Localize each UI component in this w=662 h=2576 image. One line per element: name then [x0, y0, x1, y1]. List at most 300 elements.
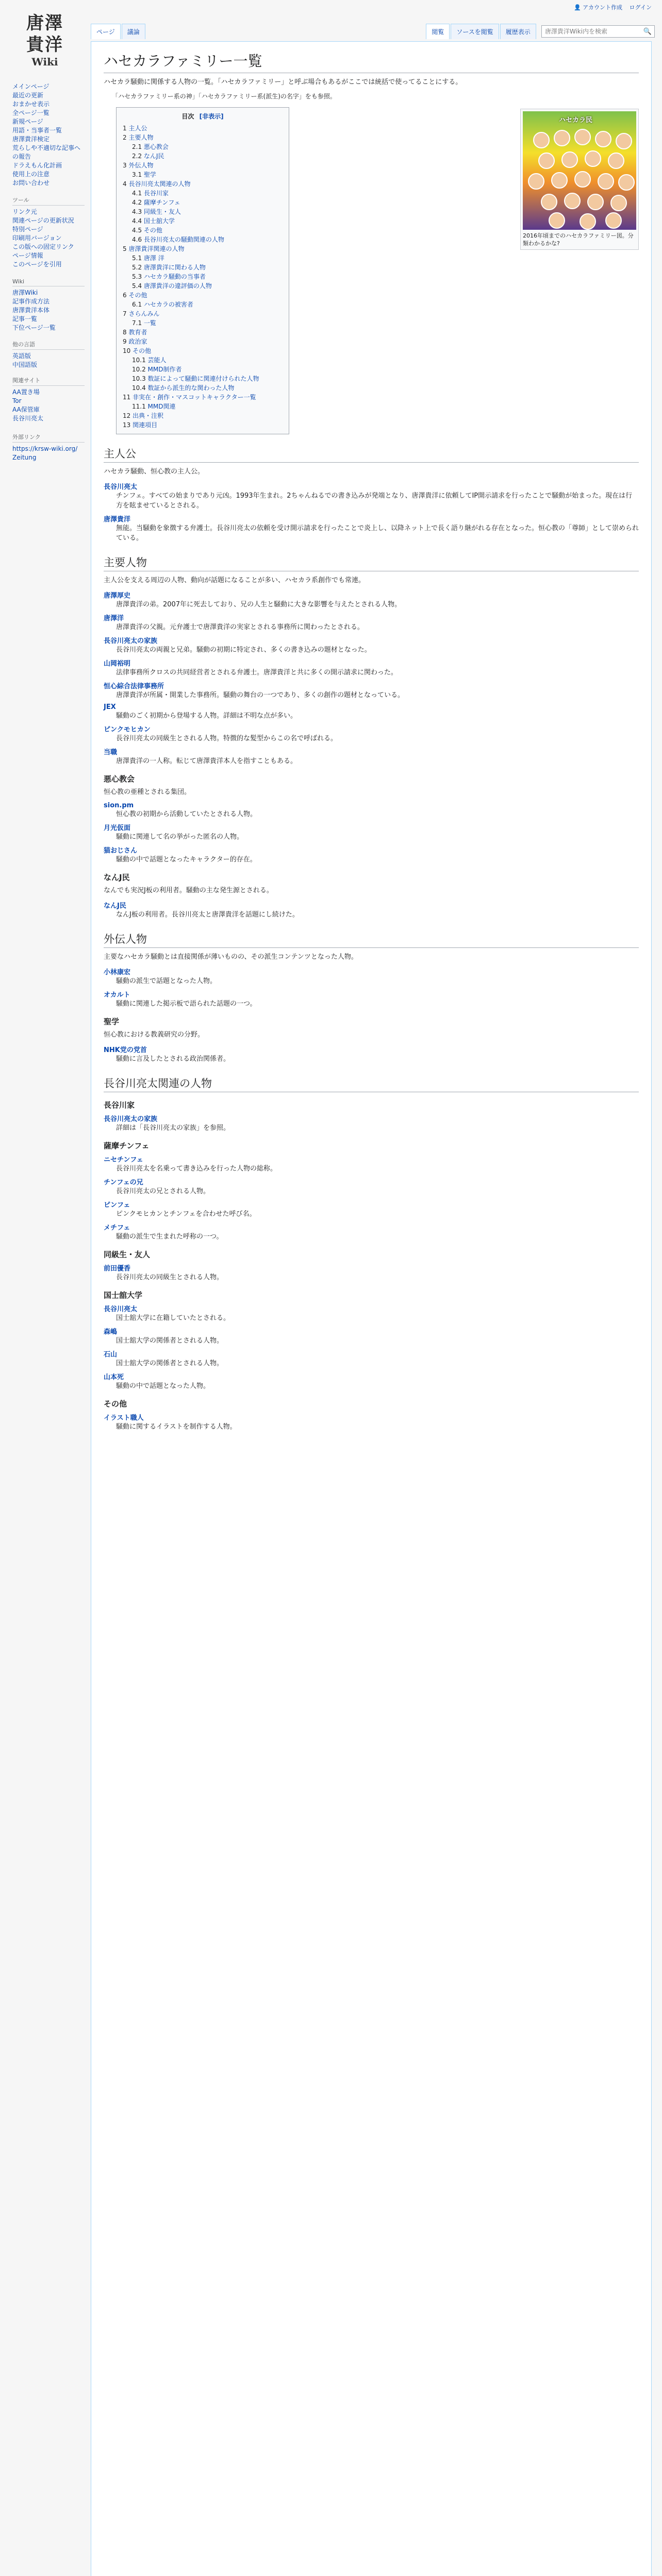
sidebar-links-item: [12, 414, 85, 423]
entry-name[interactable]: 長谷川亮太の家族: [104, 1115, 158, 1123]
sidebar-tools-item: [12, 260, 85, 269]
portrait-face: [541, 194, 557, 210]
section-heading: 同級生・友人: [104, 1250, 151, 1259]
sidebar-wiki-link[interactable]: 記事一覧: [12, 315, 38, 323]
toc-item: [123, 272, 283, 281]
entry-name[interactable]: 長谷川亮太: [104, 483, 138, 491]
toc-link[interactable]: その他: [128, 292, 147, 299]
toc-link[interactable]: 教育者: [128, 329, 147, 336]
entry-list: [104, 1412, 639, 1432]
sidebar-nav-item: [12, 170, 85, 179]
sidebar-tools-item: [12, 208, 85, 216]
entry-description: 騒動に関連した掲示板で語られた話題の一つ。: [116, 1000, 257, 1008]
toc-item: [123, 263, 283, 272]
family-image[interactable]: [523, 111, 636, 230]
section-heading: その他: [104, 1399, 127, 1409]
toc-number: 1: [123, 125, 129, 132]
sidebar-nav-item: [12, 135, 85, 144]
tab-talk[interactable]: 議論: [122, 24, 145, 39]
toc-number: 5.2: [132, 264, 144, 271]
entry-name[interactable]: 唐澤厚史: [104, 592, 131, 600]
sidebar-extra-link[interactable]: Zeitung: [12, 454, 37, 461]
sidebar-wiki-item: [12, 289, 85, 297]
tab-history[interactable]: 履歴表示: [500, 24, 536, 39]
portrait-face: [551, 172, 568, 189]
section-lead: 主人公を支える周辺の人物、動向が話題になることが多い、ハセカラ系創作でも常連。: [104, 577, 366, 584]
sidebar-links-link[interactable]: 長谷川亮太: [12, 415, 44, 422]
main-content: [91, 41, 652, 2576]
toc-item: [123, 318, 283, 328]
toc-link[interactable]: 主要人物: [128, 134, 154, 141]
toc-link[interactable]: ハセカラ騒動の当事者: [143, 273, 206, 280]
toc-item: [123, 198, 283, 207]
toc-link[interactable]: 長谷川亮太の騒動関連の人物: [143, 236, 224, 243]
entry-description: 国士舘大学の関係者とされる人物。: [116, 1360, 224, 1367]
entry-list: [104, 802, 639, 865]
sidebar-wiki-item: [12, 297, 85, 306]
sidebar-tools-item: [12, 225, 85, 234]
toc-toggle[interactable]: [非表示]: [199, 113, 224, 120]
toc-item: [123, 281, 283, 291]
toc-link[interactable]: 唐澤貴洋に関わる人物: [143, 264, 206, 271]
sidebar-tools-link[interactable]: 特別ページ: [12, 226, 43, 233]
entry-description: 騒動のごく初期から登場する人物。詳細は不明な点が多い。: [116, 712, 297, 720]
sidebar-other-item: [12, 352, 85, 361]
sidebar-extra-item: [12, 445, 85, 453]
toc-item: [123, 142, 283, 151]
toc-item: [123, 253, 283, 263]
entry-list: [104, 967, 639, 1009]
sidebar-tools-link[interactable]: ページ情報: [12, 252, 43, 259]
sidebar-tools-item: [12, 251, 85, 260]
toc-link[interactable]: 唐澤貴洋関連の人物: [128, 245, 185, 252]
create-account-link[interactable]: アカウント作成: [583, 4, 623, 11]
header: [91, 0, 662, 41]
portrait-face: [585, 150, 601, 167]
section-heading: 悪心教会: [104, 774, 135, 784]
logo-line1: 唐澤: [26, 13, 63, 33]
toc-item: [123, 133, 283, 142]
table-of-contents: [116, 107, 289, 434]
entry-description: 長谷川亮太の同級生とされる人物。: [116, 1274, 224, 1281]
sidebar-wiki-link[interactable]: 唐澤Wiki: [12, 289, 38, 296]
entry-description: 恒心教の初期から活動していたとされる人物。: [116, 810, 257, 818]
sidebar-navigation: [12, 82, 85, 188]
sidebar-tools-item: [12, 234, 85, 243]
entry-description: 唐澤貴洋が所属・開業した事務所。騒動の舞台の一つであり、多くの創作の題材となっている。: [116, 691, 405, 699]
section-lead: 恒心教の亜種とされる集団。: [104, 788, 191, 796]
sidebar-links-item: [12, 397, 85, 405]
portrait-face: [574, 171, 591, 188]
toc-number: 13: [123, 421, 133, 429]
sidebar-wiki-item: [12, 324, 85, 332]
toc-link[interactable]: MMD関連: [147, 403, 176, 410]
entry-name[interactable]: メチフェ: [104, 1224, 130, 1232]
toc-number: 12: [123, 412, 133, 419]
entry-description: 詳細は「長谷川亮太の家族」を参照。: [116, 1124, 230, 1132]
entry-name[interactable]: ピンクモヒカン: [104, 726, 151, 734]
toc-link[interactable]: ハセカラの被害者: [143, 301, 193, 308]
entry-name[interactable]: オカルト: [104, 991, 130, 999]
entry-description: 騒動の中で話題となった人物。: [116, 1382, 210, 1390]
toc-link[interactable]: 薩摩チンフェ: [143, 199, 180, 206]
sidebar-nav-item: [12, 82, 85, 91]
section-heading: 主要人物: [104, 554, 639, 571]
section-heading: 外伝人物: [104, 931, 639, 948]
toc-link[interactable]: 外伝人物: [128, 162, 154, 169]
entry-name[interactable]: JEX: [104, 703, 116, 711]
entry-name[interactable]: 石山: [104, 1351, 118, 1359]
search-input[interactable]: [541, 25, 655, 38]
entry-list: [104, 590, 639, 766]
toc-link[interactable]: さらんみん: [128, 310, 160, 317]
toc-number: 7: [123, 310, 129, 317]
sidebar-nav-link[interactable]: 用語・当事者一覧: [12, 127, 62, 134]
portrait-face: [574, 129, 591, 145]
tab-read[interactable]: 閲覧: [426, 24, 450, 39]
toc-link[interactable]: 関連項目: [133, 421, 158, 429]
view-tabs: [426, 24, 652, 39]
toc-number: 5.3: [132, 273, 144, 280]
section-heading: 主人公: [104, 446, 639, 463]
entry-list: [104, 1263, 639, 1282]
entry-name[interactable]: 恒心綜合法律事務所: [104, 683, 164, 690]
sidebar-tools-item: [12, 243, 85, 251]
entry-description: 長谷川亮太の同級生とされる人物。特徴的な髪型からこの名で呼ばれる。: [116, 735, 338, 742]
toc-link[interactable]: その他: [143, 227, 162, 234]
toc-item: [123, 309, 283, 318]
entry-name[interactable]: 当職: [104, 749, 118, 756]
portrait-face: [587, 194, 604, 210]
entry-description: 騒動の中で話題となったキャラクター的存在。: [116, 856, 257, 863]
entry-list: [104, 481, 639, 543]
portrait-face: [564, 193, 581, 209]
section-heading: 長谷川家: [104, 1100, 135, 1110]
toc-item: [123, 207, 283, 216]
extra-heading: 外部リンク: [12, 433, 85, 443]
toc-item: [123, 328, 283, 337]
article-sections: [104, 446, 639, 1432]
toc-number: 10.2: [132, 366, 148, 373]
sidebar-tools-link[interactable]: 印刷用バージョン: [12, 234, 62, 242]
entry-name[interactable]: ニセチンフェ: [104, 1156, 143, 1164]
tab-page[interactable]: ページ: [91, 24, 121, 39]
sidebar-nav-link[interactable]: 使用上の注意: [12, 171, 50, 178]
entry-name[interactable]: NHK党の党首: [104, 1046, 147, 1054]
toc-link[interactable]: 政治家: [128, 338, 147, 345]
entry-list: [104, 1154, 639, 1242]
entry-name[interactable]: sion.pm: [104, 802, 134, 809]
sidebar-wiki-item: [12, 306, 85, 315]
toc-number: 2.1: [132, 143, 144, 150]
toc-item: [123, 244, 283, 253]
toc-number: 10.1: [132, 357, 148, 364]
section-lead: 主要なハセカラ騒動とは直接関係が薄いものの、その派生コンテンツとなった人物。: [104, 953, 358, 961]
entry-name[interactable]: 小林康宏: [104, 969, 131, 976]
sidebar-extra-item: [12, 453, 85, 462]
toc-item: [123, 374, 283, 383]
toc-number: 3.1: [132, 171, 144, 178]
toc-number: 2: [123, 134, 129, 141]
sidebar: [0, 0, 91, 2576]
sidebar-other: [12, 340, 85, 369]
sidebar-links-link[interactable]: AA保管庫: [12, 406, 40, 413]
toc-link[interactable]: 同級生・友人: [143, 208, 181, 215]
entry-description: 騒動の派生で生まれた呼称の一つ。: [116, 1233, 223, 1241]
entry-list: [104, 1044, 639, 1064]
other-heading: 他の言語: [12, 340, 85, 350]
sidebar-wiki: [12, 278, 85, 332]
toc-item: [123, 170, 283, 179]
wiki-heading: Wiki: [12, 278, 85, 286]
tools-heading: ツール: [12, 196, 85, 206]
portrait-face: [580, 213, 596, 230]
toc-item: [123, 179, 283, 189]
entry-name[interactable]: チンフェの兄: [104, 1179, 143, 1187]
toc-item: [123, 355, 283, 365]
toc-link[interactable]: その他: [133, 347, 152, 354]
sidebar-nav-item: [12, 161, 85, 170]
thumb-caption: 2016年頃までのハセカラファミリー図。分類わかるかな?: [523, 232, 634, 247]
portrait-face: [608, 152, 624, 169]
sidebar-nav-link[interactable]: 全ページ一覧: [12, 109, 49, 116]
portrait-face: [549, 212, 565, 229]
toc-number: 11: [123, 394, 133, 401]
entry-description: 唐澤貴洋の父親。元弁護士で唐澤貴洋の実家とされる事務所に関わったとされる。: [116, 623, 364, 631]
sidebar-extra: [12, 433, 85, 462]
entry-description: 法律事務所クロスの共同経営者とされる弁護士。唐澤貴洋と共に多くの開示請求に関わった。: [116, 669, 398, 676]
toc-item: [123, 383, 283, 393]
entry-list: [104, 900, 639, 920]
section-lead: ハセカラ騒動、恒心教の主人公。: [104, 468, 205, 476]
sidebar-extra-link[interactable]: https://krsw-wiki.org/: [12, 445, 78, 452]
thumbnail: [520, 109, 639, 250]
toc-number: 4.4: [132, 217, 144, 225]
entry-description: 騒動に関連して名の挙がった匿名の人物。: [116, 833, 244, 841]
toc-link[interactable]: 長谷川亮太関連の人物: [128, 180, 191, 188]
toc-number: 2.2: [132, 152, 144, 160]
toc-title: [123, 112, 283, 121]
toc-number: 4.5: [132, 227, 144, 234]
sidebar-links-item: [12, 388, 85, 397]
sidebar-tools-link[interactable]: 関連ページの更新状況: [12, 217, 74, 224]
toc-number: 4.3: [132, 208, 144, 215]
toc-number: 10.4: [132, 384, 148, 392]
entry-description: なんJ板の利用者。長谷川亮太と唐澤貴洋を話題にし続けた。: [116, 911, 299, 919]
intro-text: ハセカラ騒動に関係する人物の一覧。「ハセカラファミリー」と呼ぶ場合もあるがここでは統括で使ってることにする。: [104, 78, 462, 86]
sidebar-nav-link[interactable]: お問い合わせ: [12, 179, 50, 187]
sidebar-nav-item: [12, 91, 85, 100]
toc-link[interactable]: MMD制作者: [147, 366, 182, 373]
toc-link[interactable]: 主人公: [128, 125, 147, 132]
section-heading: なんJ民: [104, 873, 130, 882]
portrait-face: [561, 151, 578, 168]
portrait-face: [618, 174, 635, 191]
sidebar-wiki-link[interactable]: 記事作成方法: [12, 298, 50, 305]
entry-name[interactable]: 猫おじさん: [104, 847, 138, 855]
entry-name[interactable]: 山岡裕明: [104, 660, 131, 668]
toc-link[interactable]: 悪心教会: [143, 143, 169, 150]
toc-item: [123, 226, 283, 235]
search-icon[interactable]: 🔍: [643, 27, 652, 36]
entry-list: [104, 1113, 639, 1133]
toc-number: 6.1: [132, 301, 144, 308]
entry-description: 国士舘大学に在籍していたとされる。: [116, 1314, 230, 1322]
sidebar-other-link[interactable]: 英語版: [12, 352, 31, 360]
sidebar-nav-link[interactable]: 唐澤貴洋検定: [12, 135, 50, 143]
toc-link[interactable]: 芸能人: [147, 357, 167, 364]
entry-description: 騒動の派生で話題となった人物。: [116, 977, 217, 985]
entry-description: チンフェ。すべての始まりであり元凶。1993年生まれ。2ちゃんねるでの書き込みが発端となり、唐澤貴洋に依頼してIP開示請求を行ったことで騒動が始まった。現在は行方を眩ませているとされる。: [116, 492, 633, 510]
section-heading: 長谷川亮太関連の人物: [104, 1075, 639, 1092]
sidebar-nav-link[interactable]: 最近の更新: [12, 92, 44, 99]
entry-name[interactable]: ピンフェ: [104, 1201, 130, 1209]
entry-name[interactable]: 長谷川亮太の家族: [104, 637, 158, 645]
entry-description: ピンクモヒカンとチンフェを合わせた呼び名。: [116, 1210, 256, 1218]
sidebar-tools-link[interactable]: このページを引用: [12, 261, 62, 268]
page-title: ハセカラファミリー一覧: [104, 50, 639, 73]
sidebar-wiki-item: [12, 315, 85, 324]
portrait-face: [605, 212, 622, 229]
toc-link[interactable]: 非実在・創作・マスコットキャラクター一覧: [133, 394, 256, 401]
toc-link[interactable]: 長谷川家: [143, 190, 169, 197]
portrait-face: [554, 130, 570, 146]
toc-title-text: 目次: [181, 113, 194, 120]
sidebar-nav-link[interactable]: メインページ: [12, 83, 49, 90]
sidebar-wiki-link[interactable]: 唐澤貴洋本体: [12, 307, 50, 314]
toc-item: [123, 124, 283, 133]
sidebar-tools-item: [12, 216, 85, 225]
namespace-tabs: [91, 24, 146, 39]
entry-description: 長谷川亮太の兄とされる人物。: [116, 1188, 210, 1195]
sidebar-other-item: [12, 361, 85, 369]
toc-item: [123, 216, 283, 226]
section-heading: 薩摩チンフェ: [104, 1141, 150, 1150]
toc-number: 10.3: [132, 375, 148, 382]
links-heading: 関連サイト: [12, 376, 85, 386]
toc-number: 11.1: [132, 403, 148, 410]
toc-number: 9: [123, 338, 129, 345]
sidebar-tools-link[interactable]: この版への固定リンク: [12, 243, 74, 250]
portrait-face: [528, 173, 544, 190]
entry-description: 騒動に言及したとされる政治関係者。: [116, 1055, 230, 1063]
toc-item: [123, 300, 283, 309]
entry-description: 長谷川亮太の両親と兄弟。騒動の初期に特定され、多くの書き込みの題材となった。: [116, 646, 371, 654]
sidebar-nav-link[interactable]: おまかせ表示: [12, 100, 50, 108]
entry-name[interactable]: 山本死: [104, 1374, 124, 1381]
toc-link[interactable]: 数証から派生的な関わった人物: [147, 384, 235, 392]
toc-number: 4: [123, 180, 129, 188]
toc-link[interactable]: 一覧: [143, 319, 156, 327]
entry-description: 無能。当騒動を象徴する弁護士。長谷川亮太の依頼を受け開示請求を行ったことで炎上し、以降ネット上で長く語り継がれる存在となった。恒心教の「尊師」として崇められている。: [116, 524, 639, 542]
section-lead: なんでも実況J板の利用者。騒動の主な発生源とされる。: [104, 887, 273, 894]
entry-name[interactable]: 月光仮面: [104, 824, 131, 832]
sidebar-nav-link[interactable]: ドラえもん化計画: [12, 162, 62, 169]
entry-name[interactable]: イラスト職人: [104, 1414, 144, 1422]
entry-name[interactable]: 唐澤洋: [104, 615, 124, 622]
portrait-face: [598, 173, 614, 190]
toc-link[interactable]: 数証によって騒動に関連付けられた人物: [147, 375, 259, 382]
person-icon: 👤: [573, 4, 581, 11]
entry-name[interactable]: なんJ民: [104, 902, 126, 910]
toc-item: [123, 337, 283, 346]
toc-link[interactable]: 唐澤 洋: [143, 255, 164, 262]
toc-item: [123, 365, 283, 374]
portrait-face: [610, 195, 627, 211]
toc-item: [123, 402, 283, 411]
sidebar-tools: [12, 196, 85, 269]
toc-item: [123, 161, 283, 170]
sidebar-nav-item: [12, 109, 85, 117]
entry-name[interactable]: 長谷川亮太: [104, 1306, 138, 1313]
toc-item: [123, 346, 283, 355]
toc-number: 8: [123, 329, 129, 336]
hatnote: 「ハセカラファミリー系の神」「ハセカラファミリー系(派生)の名字」をも参照。: [112, 93, 336, 100]
toc-item: [123, 189, 283, 198]
toc-link[interactable]: 出典・注釈: [133, 412, 164, 419]
entry-description: 長谷川亮太を名乗って書き込みを行った人物の総称。: [116, 1165, 277, 1173]
sidebar-nav-link[interactable]: 荒らしや不適切な記事への報告: [12, 144, 81, 160]
entry-description: 唐澤貴洋の一人称。転じて唐澤貴洋本人を指すこともある。: [116, 757, 297, 765]
toc-number: 4.6: [132, 236, 144, 243]
toc-item: [123, 151, 283, 161]
toc-link[interactable]: なんJ民: [143, 152, 164, 160]
toc-item: [123, 235, 283, 244]
toc-number: 3: [123, 162, 129, 169]
portrait-face: [616, 133, 632, 149]
logo-line3: Wiki: [31, 56, 58, 68]
toc-number: 6: [123, 292, 129, 299]
toc-number: 4.1: [132, 190, 144, 197]
entry-name[interactable]: 前田優香: [104, 1265, 131, 1273]
sidebar-nav-item: [12, 144, 85, 161]
toc-number: 7.1: [132, 319, 144, 327]
sidebar-links-item: [12, 405, 85, 414]
sidebar-nav-item: [12, 117, 85, 126]
entry-list: [104, 1303, 639, 1391]
toc-link[interactable]: 唐澤貴洋の違評価の人物: [143, 282, 212, 290]
personal-tools: [569, 3, 652, 11]
toc-link[interactable]: 国士舘大学: [143, 217, 175, 225]
toc-link[interactable]: 聖学: [143, 171, 156, 178]
sidebar-nav-link[interactable]: 新規ページ: [12, 118, 43, 125]
entry-description: 国士舘大学の関係者とされる人物。: [116, 1337, 224, 1345]
portrait-face: [538, 152, 555, 169]
toc-number: 10: [123, 347, 133, 354]
sidebar-links-link[interactable]: Tor: [12, 397, 22, 404]
tab-view-source[interactable]: ソースを閲覧: [451, 24, 499, 39]
sidebar-links-link[interactable]: AA置き場: [12, 388, 40, 396]
entry-name[interactable]: 唐澤貴洋: [104, 516, 131, 523]
toc-item: [123, 291, 283, 300]
toc-number: 5.4: [132, 282, 144, 290]
sidebar-tools-link[interactable]: リンク元: [12, 208, 37, 215]
login-link[interactable]: ログイン: [629, 4, 652, 11]
entry-description: 唐澤貴洋の弟。2007年に死去しており、兄の人生と騒動に大きな影響を与えたとされる人物。: [116, 601, 402, 608]
toc-item: [123, 420, 283, 430]
sidebar-other-link[interactable]: 中国語版: [12, 361, 38, 368]
toc-number: 5.1: [132, 255, 144, 262]
portrait-face: [533, 132, 550, 148]
section-heading: 聖学: [104, 1017, 120, 1026]
section-lead: 恒心教における教義研究の分野。: [104, 1031, 205, 1039]
entry-name[interactable]: 森嶋: [104, 1328, 118, 1336]
site-logo[interactable]: [11, 4, 78, 76]
sidebar-wiki-link[interactable]: 下位ページ一覧: [12, 324, 56, 331]
sidebar-nav-item: [12, 179, 85, 188]
logo-line2: 貴洋: [26, 35, 63, 55]
sidebar-nav-item: [12, 100, 85, 109]
